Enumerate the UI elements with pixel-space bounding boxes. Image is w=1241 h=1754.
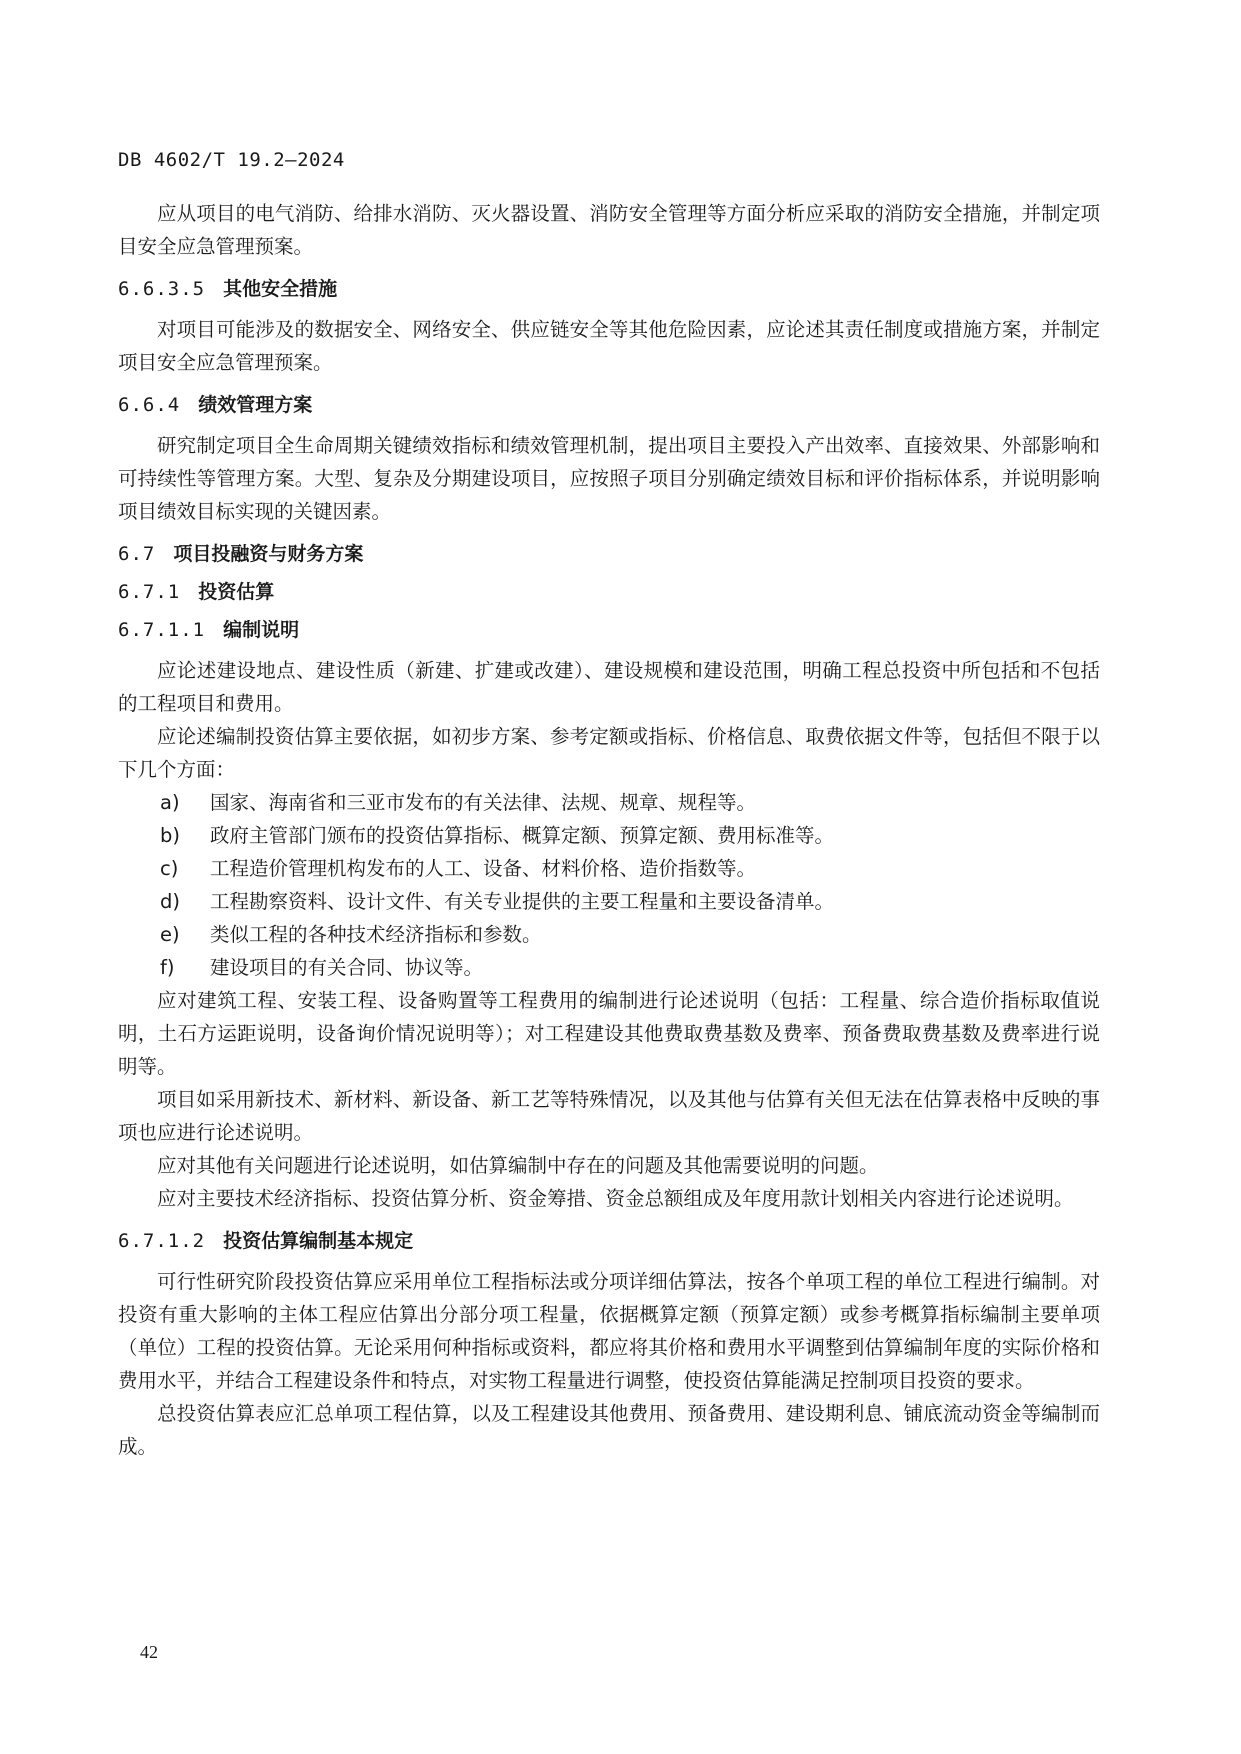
list-marker: e) <box>160 923 180 946</box>
list-marker: c) <box>160 857 179 880</box>
heading-6-7-1-1 <box>118 618 1100 642</box>
paragraph-indicators: 应对主要技术经济指标、投资估算分析、资金筹措、资金总额组成及年度用款计划相关内容进行论述说明。 <box>157 1187 1074 1210</box>
paragraph-new-tech: 项目如采用新技术、新材料、新设备、新工艺等特殊情况，以及其他与估算有关但无法在估算表格中反映的事项也应进行论述说明。 <box>118 1088 1100 1144</box>
list-item <box>118 885 1100 918</box>
paragraph-fire-safety: 应从项目的电气消防、给排水消防、灭火器设置、消防安全管理等方面分析应采取的消防安全措施，并制定项目安全应急管理预案。 <box>118 202 1100 258</box>
list-marker: d) <box>160 890 180 913</box>
list-item <box>118 918 1100 951</box>
list-text: 国家、海南省和三亚市发布的有关法律、法规、规章、规程等。 <box>210 791 757 814</box>
paragraph-other-safety: 对项目可能涉及的数据安全、网络安全、供应链安全等其他危险因素，应论述其责任制度或措施方案，并制定项目安全应急管理预案。 <box>118 318 1100 374</box>
paragraph-estimation-rules: 可行性研究阶段投资估算应采用单位工程指标法或分项详细估算法，按各个单项工程的单位工程进行编制。对投资有重大影响的主体工程应估算出分部分项工程量，依据概算定额（预算定额）或参考概算指标编制主要单项（单位）工程的投资估算。无论采用何种指标或资料，都应将其价格和费用水平调整到估算编制年度的实际价格和费用水平，并结合工程建设条件和特点，对实物工程量进行调整，使投资估算能满足控制项目投资的要求。 <box>118 1270 1100 1392</box>
list-item <box>118 819 1100 852</box>
paragraph-other-issues: 应对其他有关问题进行论述说明，如估算编制中存在的问题及其他需要说明的问题。 <box>157 1154 879 1177</box>
heading-number: 6.7 <box>118 543 156 565</box>
paragraph-summary-table: 总投资估算表应汇总单项工程估算，以及工程建设其他费用、预备费用、建设期利息、铺底流动资金等编制而成。 <box>118 1402 1100 1458</box>
heading-6-6-3-5 <box>118 277 1100 301</box>
document-body <box>118 197 1100 1463</box>
heading-title: 绩效管理方案 <box>198 394 313 416</box>
list-marker: f) <box>160 956 175 979</box>
heading-6-7-1 <box>118 580 1100 604</box>
standard-code: DB 4602/T 19.2—2024 <box>118 149 345 171</box>
paragraph-performance: 研究制定项目全生命周期关键绩效指标和绩效管理机制，提出项目主要投入产出效率、直接效果、外部影响和可持续性等管理方案。大型、复杂及分期建设项目，应按照子项目分别确定绩效目标和评价指标体系，并说明影响项目绩效目标实现的关键因素。 <box>118 434 1100 523</box>
heading-number: 6.7.1.2 <box>118 1230 206 1252</box>
list-item <box>118 951 1100 984</box>
heading-number: 6.6.3.5 <box>118 278 206 300</box>
list-item <box>118 786 1100 819</box>
heading-6-7 <box>118 542 1100 566</box>
paragraph-cost-items: 应对建筑工程、安装工程、设备购置等工程费用的编制进行论述说明（包括：工程量、综合造价指标取值说明，土石方运距说明，设备询价情况说明等）；对工程建设其他费取费基数及费率、预备费取费基数及费率进行说明等。 <box>118 989 1100 1078</box>
heading-number: 6.7.1.1 <box>118 619 206 641</box>
heading-title: 编制说明 <box>223 619 300 641</box>
list-marker: a) <box>160 791 180 814</box>
heading-title: 投资估算编制基本规定 <box>223 1230 414 1252</box>
heading-6-7-1-2 <box>118 1229 1100 1253</box>
heading-title: 项目投融资与财务方案 <box>173 543 364 565</box>
heading-number: 6.7.1 <box>118 581 181 603</box>
list-text: 类似工程的各种技术经济指标和参数。 <box>210 923 542 946</box>
paragraph-site: 应论述建设地点、建设性质（新建、扩建或改建）、建设规模和建设范围，明确工程总投资中所包括和不包括的工程项目和费用。 <box>118 659 1100 715</box>
heading-title: 投资估算 <box>198 581 275 603</box>
list-item <box>118 852 1100 885</box>
paragraph-basis: 应论述编制投资估算主要依据，如初步方案、参考定额或指标、价格信息、取费依据文件等，包括但不限于以下几个方面： <box>118 725 1100 781</box>
list-text: 政府主管部门颁布的投资估算指标、概算定额、预算定额、费用标准等。 <box>210 824 835 847</box>
heading-number: 6.6.4 <box>118 394 181 416</box>
list-text: 工程造价管理机构发布的人工、设备、材料价格、造价指数等。 <box>210 857 757 880</box>
heading-6-6-4 <box>118 393 1100 417</box>
list-text: 工程勘察资料、设计文件、有关专业提供的主要工程量和主要设备清单。 <box>210 890 835 913</box>
list-marker: b) <box>160 824 180 847</box>
heading-title: 其他安全措施 <box>223 278 338 300</box>
list-text: 建设项目的有关合同、协议等。 <box>210 956 484 979</box>
page-number: 42 <box>140 1642 158 1662</box>
